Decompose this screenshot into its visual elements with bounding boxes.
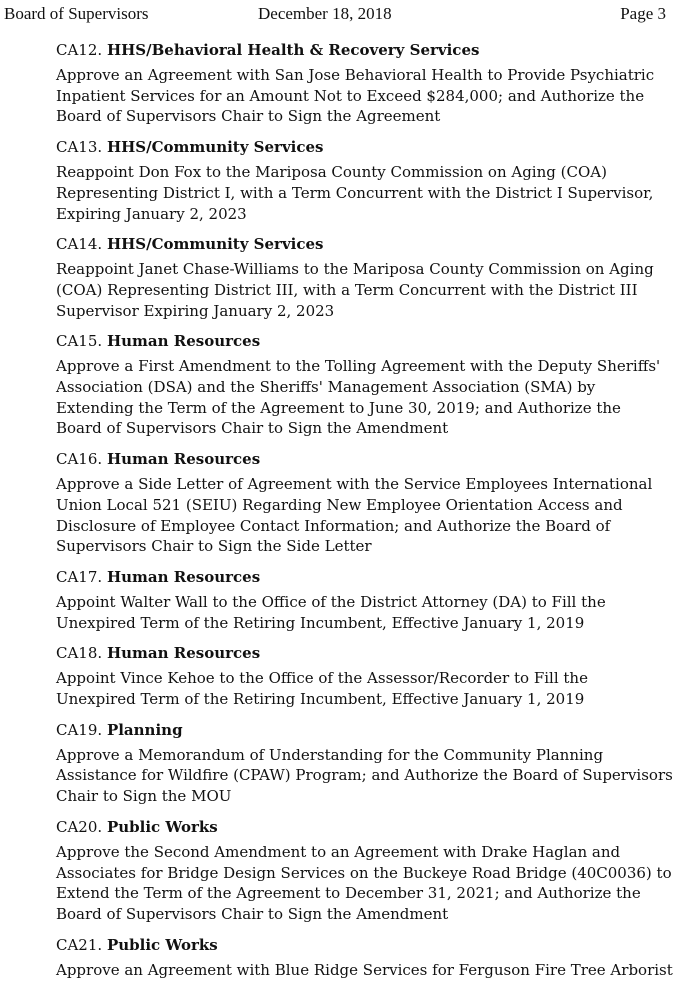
agenda-item-number: CA13.	[56, 138, 103, 157]
agenda-item	[56, 331, 668, 439]
description-line: Extending the Term of the Agreement to June 30, 2019; and Authorize the	[56, 398, 621, 417]
description-line: Representing District I, with a Term Concurrent with the District I Supervisor,	[56, 183, 654, 202]
consent-agenda-items	[56, 40, 673, 990]
description-line: Supervisors Chair to Sign the Side Letter	[56, 537, 372, 556]
description-line: Reappoint Janet Chase-Williams to the Mariposa County Commission on Aging	[56, 260, 654, 279]
agenda-item-heading	[56, 935, 668, 955]
description-line: Board of Supervisors Chair to Sign the Amendment	[56, 419, 449, 438]
agenda-item-description	[56, 842, 672, 925]
agenda-item-department: Planning	[106, 720, 183, 739]
description-line: Union Local 521 (SEIU) Regarding New Employee Orientation Access and	[56, 495, 623, 514]
agenda-item	[56, 817, 672, 925]
description-line: Expiring January 2, 2023	[56, 204, 247, 223]
agenda-item-heading	[56, 234, 668, 254]
agenda-item	[56, 449, 668, 557]
agenda-item	[56, 720, 673, 807]
description-line: (COA) Representing District III, with a Term Concurrent with the District III	[56, 280, 638, 299]
description-line: Disclosure of Employee Contact Information; and Authorize the Board of	[56, 516, 611, 535]
agenda-item-description	[56, 960, 673, 981]
description-line: Approve an Agreement with Blue Ridge Services for Ferguson Fire Tree Arborist	[56, 960, 673, 979]
description-line: Unexpired Term of the Retiring Incumbent, Effective January 1, 2019	[56, 613, 585, 632]
agenda-item	[56, 935, 673, 981]
description-line: Appoint Walter Wall to the Office of the District Attorney (DA) to Fill the	[56, 592, 606, 611]
description-line: Association (DSA) and the Sheriffs' Management Association (SMA) by	[56, 378, 596, 397]
agenda-item-department: HHS/Community Services	[106, 235, 324, 254]
agenda-item-department: Human Resources	[106, 450, 261, 469]
agenda-item-number: CA20.	[56, 817, 103, 836]
description-line: Approve a Memorandum of Understanding for the Community Planning	[56, 745, 604, 764]
agenda-item-number: CA17.	[56, 567, 103, 586]
agenda-item-heading	[56, 643, 668, 663]
agenda-item-department: Public Works	[106, 935, 218, 954]
agenda-item-number: CA14.	[56, 235, 103, 254]
agenda-item-heading	[56, 720, 668, 740]
agenda-item	[56, 643, 668, 709]
agenda-item-description	[56, 745, 673, 807]
agenda-item-heading	[56, 449, 668, 469]
agenda-item-heading	[56, 40, 668, 60]
agenda-item-number: CA16.	[56, 450, 103, 469]
agenda-item-description	[56, 668, 668, 709]
agenda-item-heading	[56, 331, 668, 351]
description-line: Associates for Bridge Design Services on the Buckeye Road Bridge (40C0036) to	[56, 863, 672, 882]
agenda-item-department: Human Resources	[106, 644, 261, 663]
description-line: Approve an Agreement with San Jose Behavioral Health to Provide Psychiatric	[56, 66, 655, 84]
agenda-item-description	[56, 474, 668, 557]
description-line: Approve a Side Letter of Agreement with the Service Employees International	[56, 475, 653, 494]
agenda-item	[56, 567, 668, 633]
description-line: Chair to Sign the MOU	[56, 787, 232, 806]
agenda-item-description	[56, 162, 668, 224]
description-line: Board of Supervisors Chair to Sign the Agreement	[56, 107, 441, 126]
agenda-item-department: HHS/Community Services	[106, 138, 324, 157]
description-line: Board of Supervisors Chair to Sign the Amendment	[56, 904, 449, 923]
agenda-item	[56, 137, 668, 224]
agenda-item-heading	[56, 137, 668, 157]
description-line: Inpatient Services for an Amount Not to Exceed $284,000; and Authorize the	[56, 86, 645, 105]
agenda-item-heading	[56, 817, 668, 837]
description-line: Approve the Second Amendment to an Agreement with Drake Haglan and	[56, 842, 621, 861]
agenda-item-description	[56, 259, 668, 321]
agenda-item-department: Public Works	[106, 817, 218, 836]
header-page-number: Page 3	[620, 4, 666, 23]
description-line: Unexpired Term of the Retiring Incumbent, Effective January 1, 2019	[56, 690, 585, 709]
agenda-item-description	[56, 592, 668, 633]
agenda-item-department: Human Resources	[106, 332, 261, 351]
agenda-item	[56, 234, 668, 321]
agenda-item-description	[56, 356, 668, 439]
description-line: Approve a First Amendment to the Tolling Agreement with the Deputy Sheriffs'	[56, 357, 661, 376]
agenda-item-number: CA21.	[56, 935, 103, 954]
agenda-item-heading	[56, 567, 668, 587]
page-header	[0, 4, 680, 24]
agenda-item-description	[56, 65, 668, 127]
agenda-item-department: Human Resources	[106, 567, 261, 586]
description-line: Reappoint Don Fox to the Mariposa County Commission on Aging (COA)	[56, 163, 607, 182]
agenda-item-number: CA15.	[56, 332, 103, 351]
agenda-item-number: CA18.	[56, 644, 103, 663]
description-line: Appoint Vince Kehoe to the Office of the Assessor/Recorder to Fill the	[56, 669, 588, 688]
agenda-item-number: CA12.	[56, 41, 103, 59]
description-line: Supervisor Expiring January 2, 2023	[56, 301, 335, 320]
description-line: Assistance for Wildfire (CPAW) Program; and Authorize the Board of Supervisors	[56, 766, 673, 785]
header-date: December 18, 2018	[258, 4, 392, 23]
description-line: Extend the Term of the Agreement to December 31, 2021; and Authorize the	[56, 884, 641, 903]
agenda-item-number: CA19.	[56, 720, 103, 739]
header-body-name: Board of Supervisors	[4, 4, 149, 23]
agenda-item	[56, 40, 668, 127]
agenda-item-department: HHS/Behavioral Health & Recovery Services	[106, 41, 480, 59]
